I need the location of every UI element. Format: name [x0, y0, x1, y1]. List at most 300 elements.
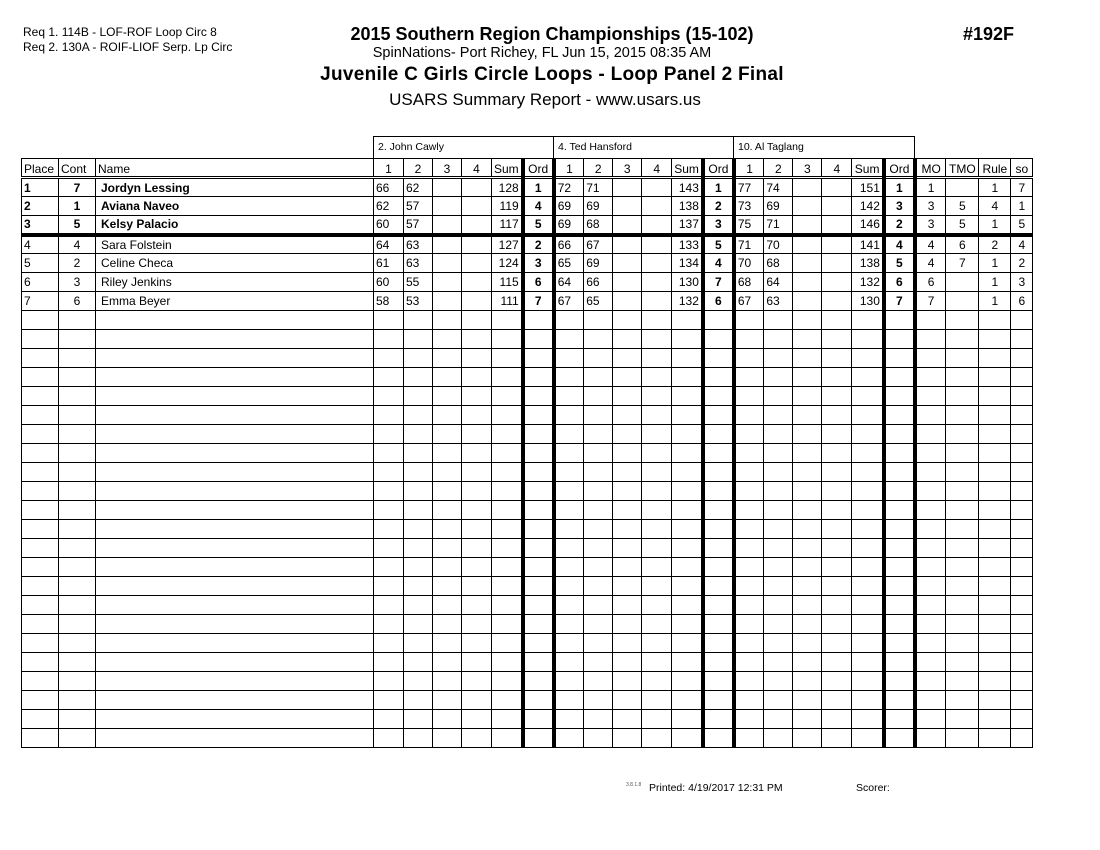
empty-cell	[642, 425, 672, 444]
empty-cell	[96, 368, 374, 387]
table-row	[22, 197, 1033, 216]
empty-cell	[22, 501, 59, 520]
empty-cell	[764, 425, 793, 444]
empty-cell	[1011, 444, 1033, 463]
empty-cell	[915, 615, 946, 634]
empty-cell	[979, 444, 1011, 463]
empty-cell	[404, 710, 433, 729]
mo-cell: 3	[915, 197, 946, 216]
empty-cell	[1011, 558, 1033, 577]
place-cell: 4	[22, 235, 59, 254]
empty-cell	[979, 653, 1011, 672]
judge1-sum: 115	[492, 273, 523, 292]
empty-row	[22, 425, 1033, 444]
empty-cell	[642, 710, 672, 729]
empty-cell	[96, 558, 374, 577]
empty-cell	[822, 634, 852, 653]
empty-cell	[793, 444, 822, 463]
judge3-score1: 73	[734, 197, 764, 216]
empty-cell	[734, 672, 764, 691]
judge2-ordinal: 1	[703, 178, 734, 197]
empty-cell	[22, 729, 59, 748]
empty-cell	[374, 634, 404, 653]
so-cell: 1	[1011, 197, 1033, 216]
empty-cell	[672, 463, 703, 482]
judge3-score4	[822, 197, 852, 216]
empty-cell	[822, 425, 852, 444]
empty-cell	[584, 710, 613, 729]
empty-cell	[584, 368, 613, 387]
col-header-name: Name	[96, 159, 374, 178]
empty-cell	[672, 539, 703, 558]
empty-cell	[979, 539, 1011, 558]
empty-cell	[672, 577, 703, 596]
col-header-j2-3: 3	[613, 159, 642, 178]
empty-row	[22, 368, 1033, 387]
empty-cell	[613, 330, 642, 349]
empty-cell	[852, 501, 884, 520]
empty-cell	[884, 387, 915, 406]
judge3-ordinal: 5	[884, 254, 915, 273]
judge1-score2: 57	[404, 197, 433, 216]
judge1-ordinal: 7	[523, 292, 554, 311]
empty-cell	[642, 368, 672, 387]
empty-cell	[672, 425, 703, 444]
empty-cell	[822, 368, 852, 387]
empty-cell	[433, 520, 462, 539]
table-row	[22, 273, 1033, 292]
empty-cell	[374, 672, 404, 691]
empty-cell	[492, 691, 523, 710]
empty-cell	[492, 577, 523, 596]
col-header-j1-2: 2	[404, 159, 433, 178]
empty-cell	[734, 653, 764, 672]
judge3-score2: 63	[764, 292, 793, 311]
empty-cell	[852, 710, 884, 729]
empty-row	[22, 311, 1033, 330]
empty-cell	[492, 615, 523, 634]
judge2-ordinal: 6	[703, 292, 734, 311]
empty-cell	[96, 482, 374, 501]
empty-cell	[822, 444, 852, 463]
empty-cell	[884, 577, 915, 596]
empty-cell	[734, 368, 764, 387]
empty-cell	[96, 634, 374, 653]
empty-cell	[884, 672, 915, 691]
judge3-ordinal: 4	[884, 235, 915, 254]
empty-cell	[793, 368, 822, 387]
col-header-tmo: TMO	[946, 159, 979, 178]
empty-cell	[884, 311, 915, 330]
empty-cell	[433, 501, 462, 520]
empty-cell	[1011, 311, 1033, 330]
mo-cell: 6	[915, 273, 946, 292]
empty-cell	[492, 368, 523, 387]
empty-cell	[523, 330, 554, 349]
empty-cell	[884, 330, 915, 349]
empty-cell	[374, 501, 404, 520]
empty-cell	[852, 463, 884, 482]
empty-cell	[22, 653, 59, 672]
empty-cell	[884, 349, 915, 368]
empty-cell	[822, 558, 852, 577]
empty-cell	[523, 520, 554, 539]
empty-cell	[433, 311, 462, 330]
empty-row	[22, 406, 1033, 425]
empty-cell	[884, 539, 915, 558]
empty-cell	[59, 520, 96, 539]
empty-cell	[915, 596, 946, 615]
empty-cell	[793, 387, 822, 406]
so-cell: 4	[1011, 235, 1033, 254]
empty-cell	[523, 691, 554, 710]
empty-cell	[492, 539, 523, 558]
empty-cell	[462, 596, 492, 615]
empty-cell	[374, 577, 404, 596]
empty-cell	[404, 596, 433, 615]
judge3-score1: 68	[734, 273, 764, 292]
empty-cell	[915, 672, 946, 691]
empty-cell	[433, 596, 462, 615]
cont-cell: 6	[59, 292, 96, 311]
empty-cell	[554, 615, 584, 634]
empty-cell	[734, 330, 764, 349]
empty-cell	[734, 311, 764, 330]
empty-cell	[22, 558, 59, 577]
name-cell: Jordyn Lessing	[96, 178, 374, 197]
empty-cell	[764, 387, 793, 406]
empty-cell	[613, 463, 642, 482]
empty-cell	[96, 463, 374, 482]
empty-cell	[642, 406, 672, 425]
empty-cell	[462, 653, 492, 672]
empty-cell	[584, 501, 613, 520]
empty-cell	[613, 520, 642, 539]
so-cell: 3	[1011, 273, 1033, 292]
empty-cell	[1011, 672, 1033, 691]
empty-cell	[915, 349, 946, 368]
empty-cell	[734, 558, 764, 577]
empty-cell	[822, 577, 852, 596]
printed-timestamp: Printed: 4/19/2017 12:31 PM	[649, 782, 783, 794]
empty-cell	[734, 349, 764, 368]
empty-cell	[59, 558, 96, 577]
empty-cell	[979, 463, 1011, 482]
empty-cell	[703, 710, 734, 729]
empty-cell	[852, 672, 884, 691]
empty-cell	[946, 729, 979, 748]
empty-cell	[404, 387, 433, 406]
judge2-ordinal: 2	[703, 197, 734, 216]
empty-row	[22, 634, 1033, 653]
empty-cell	[96, 387, 374, 406]
judge2-score2: 66	[584, 273, 613, 292]
empty-cell	[1011, 387, 1033, 406]
empty-cell	[852, 482, 884, 501]
empty-cell	[915, 425, 946, 444]
table-row	[22, 292, 1033, 311]
empty-cell	[672, 387, 703, 406]
col-header-j3-4: 4	[822, 159, 852, 178]
empty-cell	[523, 444, 554, 463]
empty-cell	[22, 463, 59, 482]
empty-cell	[793, 729, 822, 748]
empty-cell	[554, 444, 584, 463]
table-row	[22, 178, 1033, 197]
empty-cell	[672, 558, 703, 577]
col-header-j3-3: 3	[793, 159, 822, 178]
empty-cell	[764, 691, 793, 710]
empty-cell	[554, 425, 584, 444]
col-header-j2-sum: Sum	[672, 159, 703, 178]
empty-cell	[59, 330, 96, 349]
empty-cell	[1011, 653, 1033, 672]
empty-cell	[852, 444, 884, 463]
empty-cell	[703, 577, 734, 596]
empty-cell	[96, 596, 374, 615]
empty-cell	[613, 691, 642, 710]
empty-cell	[734, 501, 764, 520]
empty-cell	[1011, 368, 1033, 387]
empty-cell	[946, 634, 979, 653]
judge3-score2: 74	[764, 178, 793, 197]
judge3-score4	[822, 216, 852, 235]
empty-cell	[946, 349, 979, 368]
empty-cell	[703, 406, 734, 425]
empty-cell	[59, 634, 96, 653]
judge3-score4	[822, 178, 852, 197]
empty-cell	[462, 691, 492, 710]
empty-cell	[96, 444, 374, 463]
rule-cell: 1	[979, 254, 1011, 273]
empty-cell	[613, 349, 642, 368]
empty-cell	[584, 558, 613, 577]
empty-cell	[764, 539, 793, 558]
rule-cell: 1	[979, 273, 1011, 292]
empty-cell	[404, 558, 433, 577]
col-header-j3-2: 2	[764, 159, 793, 178]
empty-cell	[22, 634, 59, 653]
col-header-mo: MO	[915, 159, 946, 178]
empty-cell	[404, 349, 433, 368]
empty-cell	[734, 596, 764, 615]
empty-cell	[822, 406, 852, 425]
judge-header-3: 10. Al Taglang	[733, 136, 915, 158]
empty-cell	[1011, 463, 1033, 482]
empty-cell	[703, 615, 734, 634]
empty-cell	[915, 406, 946, 425]
empty-cell	[462, 539, 492, 558]
empty-cell	[734, 387, 764, 406]
empty-row	[22, 482, 1033, 501]
empty-cell	[584, 539, 613, 558]
empty-cell	[979, 691, 1011, 710]
col-header-j1-3: 3	[433, 159, 462, 178]
empty-cell	[979, 729, 1011, 748]
empty-cell	[672, 729, 703, 748]
judge3-score4	[822, 292, 852, 311]
empty-cell	[822, 596, 852, 615]
empty-cell	[703, 520, 734, 539]
empty-cell	[492, 710, 523, 729]
empty-row	[22, 463, 1033, 482]
empty-cell	[22, 672, 59, 691]
judge1-score4	[462, 197, 492, 216]
empty-cell	[613, 596, 642, 615]
judge2-ordinal: 4	[703, 254, 734, 273]
judge3-ordinal: 7	[884, 292, 915, 311]
empty-cell	[523, 710, 554, 729]
empty-row	[22, 330, 1033, 349]
rule-cell: 1	[979, 216, 1011, 235]
empty-cell	[374, 444, 404, 463]
empty-cell	[793, 577, 822, 596]
empty-row	[22, 691, 1033, 710]
empty-cell	[822, 691, 852, 710]
judge3-score1: 67	[734, 292, 764, 311]
empty-cell	[613, 577, 642, 596]
empty-cell	[96, 520, 374, 539]
empty-cell	[433, 729, 462, 748]
judge2-score1: 66	[554, 235, 584, 254]
empty-cell	[852, 425, 884, 444]
empty-cell	[642, 539, 672, 558]
empty-cell	[374, 615, 404, 634]
empty-cell	[703, 311, 734, 330]
judge2-score2: 71	[584, 178, 613, 197]
empty-row	[22, 539, 1033, 558]
judge1-score2: 53	[404, 292, 433, 311]
empty-cell	[523, 729, 554, 748]
col-header-j3-sum: Sum	[852, 159, 884, 178]
empty-cell	[672, 520, 703, 539]
judge3-score2: 71	[764, 216, 793, 235]
empty-cell	[554, 387, 584, 406]
table-row	[22, 235, 1033, 254]
empty-cell	[734, 444, 764, 463]
empty-cell	[374, 482, 404, 501]
mo-cell: 4	[915, 235, 946, 254]
empty-cell	[584, 406, 613, 425]
empty-cell	[462, 330, 492, 349]
empty-cell	[59, 729, 96, 748]
empty-cell	[1011, 501, 1033, 520]
empty-cell	[374, 596, 404, 615]
empty-cell	[96, 691, 374, 710]
empty-cell	[1011, 634, 1033, 653]
empty-cell	[554, 501, 584, 520]
empty-cell	[554, 406, 584, 425]
empty-cell	[884, 520, 915, 539]
empty-cell	[462, 463, 492, 482]
empty-row	[22, 520, 1033, 539]
empty-cell	[462, 425, 492, 444]
empty-cell	[946, 539, 979, 558]
empty-cell	[672, 349, 703, 368]
name-cell: Kelsy Palacio	[96, 216, 374, 235]
empty-cell	[404, 368, 433, 387]
judge2-score3	[613, 235, 642, 254]
judge2-score1: 65	[554, 254, 584, 273]
empty-cell	[584, 463, 613, 482]
empty-cell	[793, 501, 822, 520]
empty-cell	[584, 653, 613, 672]
empty-cell	[59, 691, 96, 710]
empty-cell	[462, 482, 492, 501]
empty-cell	[554, 710, 584, 729]
tmo-cell	[946, 292, 979, 311]
empty-cell	[793, 406, 822, 425]
judge2-score3	[613, 216, 642, 235]
empty-cell	[979, 615, 1011, 634]
empty-cell	[915, 634, 946, 653]
empty-cell	[915, 691, 946, 710]
empty-cell	[462, 558, 492, 577]
empty-cell	[554, 539, 584, 558]
empty-cell	[462, 615, 492, 634]
empty-cell	[822, 710, 852, 729]
empty-cell	[946, 710, 979, 729]
empty-cell	[672, 615, 703, 634]
empty-cell	[764, 501, 793, 520]
empty-cell	[22, 577, 59, 596]
empty-cell	[554, 330, 584, 349]
judge1-sum: 117	[492, 216, 523, 235]
empty-cell	[946, 501, 979, 520]
judge1-score1: 60	[374, 273, 404, 292]
empty-cell	[703, 463, 734, 482]
event-title: Juvenile C Girls Circle Loops - Loop Panel 2 Final	[320, 64, 784, 85]
empty-cell	[852, 387, 884, 406]
empty-cell	[404, 615, 433, 634]
empty-cell	[915, 444, 946, 463]
empty-cell	[492, 672, 523, 691]
so-cell: 2	[1011, 254, 1033, 273]
empty-cell	[462, 311, 492, 330]
empty-cell	[613, 710, 642, 729]
empty-cell	[672, 482, 703, 501]
col-header-j1-ord: Ord	[523, 159, 554, 178]
cont-cell: 7	[59, 178, 96, 197]
empty-cell	[433, 349, 462, 368]
empty-cell	[613, 558, 642, 577]
judge-header-2: 4. Ted Hansford	[553, 136, 734, 158]
empty-cell	[523, 615, 554, 634]
judge2-score2: 69	[584, 197, 613, 216]
judge2-score1: 69	[554, 216, 584, 235]
judge1-score2: 63	[404, 254, 433, 273]
place-cell: 1	[22, 178, 59, 197]
judge3-score3	[793, 197, 822, 216]
judge1-sum: 128	[492, 178, 523, 197]
empty-cell	[404, 444, 433, 463]
empty-cell	[404, 539, 433, 558]
empty-cell	[22, 444, 59, 463]
empty-cell	[946, 387, 979, 406]
empty-cell	[523, 311, 554, 330]
empty-cell	[523, 482, 554, 501]
empty-cell	[764, 710, 793, 729]
empty-cell	[703, 672, 734, 691]
place-cell: 5	[22, 254, 59, 273]
empty-cell	[764, 577, 793, 596]
empty-cell	[703, 482, 734, 501]
mo-cell: 1	[915, 178, 946, 197]
empty-cell	[764, 311, 793, 330]
empty-cell	[462, 729, 492, 748]
empty-cell	[613, 729, 642, 748]
empty-cell	[584, 349, 613, 368]
